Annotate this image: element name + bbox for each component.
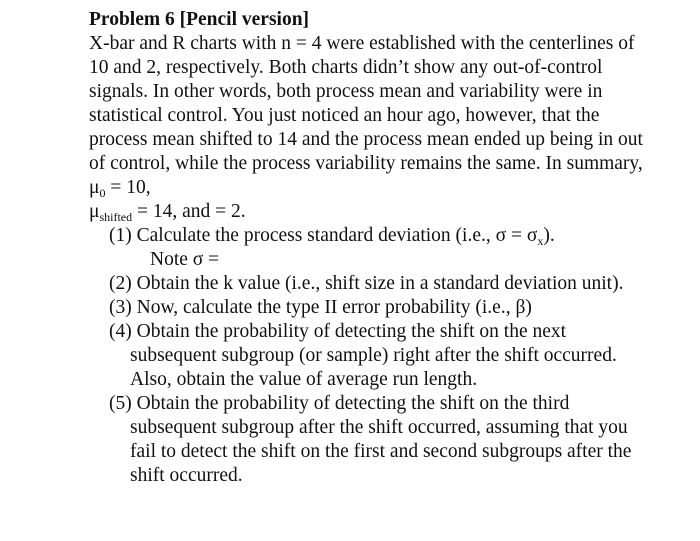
problem-statement [89, 32, 649, 224]
problem-title: Problem 6 [Pencil version] [89, 9, 310, 30]
question-item-1 [109, 224, 649, 248]
question-text: Obtain the k value (i.e., shift size in a standard deviation unit). [136, 273, 624, 294]
statement-text-summary: = 14, and = 2. [132, 201, 246, 222]
sigma-x-subscript: x [537, 234, 544, 248]
question-label: (5) [109, 393, 132, 414]
note-sigma: Note σ = [150, 249, 220, 270]
question-text: Obtain the probability of detecting the shift on the next subsequent subgroup (or sample) right after the shift occurred. Also, obtain the value of average run length. [130, 321, 617, 390]
question-text-end: ). [543, 225, 555, 246]
question-text: Calculate the process standard deviation (i.e., σ = σ [136, 225, 538, 246]
question-label: (1) [109, 225, 132, 246]
question-text: Obtain the probability of detecting the shift on the third subsequent subgroup after the shift occurred, assuming that you fail to detect the shift on the first and second subgroups after the shift occurred. [130, 393, 632, 486]
statement-text: X-bar and R charts with n = 4 were established with the centerlines of 10 and 2, respectively. Both charts didn’t show any out-of-control signals. In other words, both process mean and variability were in statistical control. You just noticed an hour ago, however, that the process mean shifted to 14 and the process mean ended up being in out of control, while the process variability remains the same. In summary, μ [89, 33, 643, 198]
question-label: (2) [109, 273, 132, 294]
mu-shifted-symbol: μ [89, 201, 100, 222]
question-label: (4) [109, 321, 132, 342]
question-item-5 [109, 392, 649, 488]
question-text: Now, calculate the type II error probability (i.e., β) [136, 297, 532, 318]
question-item-4 [109, 320, 649, 392]
question-item-3 [109, 296, 649, 320]
question-label: (3) [109, 297, 132, 318]
question-list [89, 224, 649, 488]
statement-text-mu0-value: = 10, [105, 177, 151, 198]
mu-shifted-subscript: shifted [99, 210, 133, 224]
mu-zero-subscript: 0 [99, 186, 106, 200]
question-item-2 [109, 272, 649, 296]
problem-block [89, 8, 649, 488]
